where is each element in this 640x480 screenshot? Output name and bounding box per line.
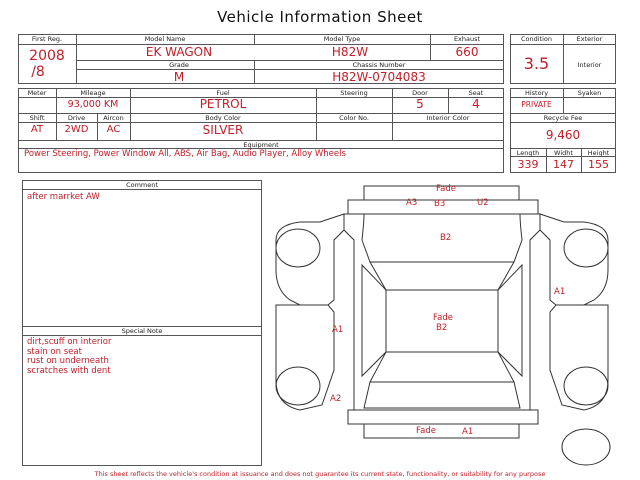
history-label: History	[524, 89, 549, 97]
rear-window	[370, 352, 514, 382]
door-value: 5	[416, 97, 424, 111]
history-value: PRIVATE	[521, 100, 552, 109]
height-value: 155	[588, 158, 609, 171]
mark-left-a1: A1	[332, 325, 344, 335]
comment-label: Comment	[126, 181, 158, 189]
comment-box	[22, 180, 262, 466]
wheel-rear-left	[276, 367, 320, 405]
model-name-value: EK WAGON	[145, 45, 213, 59]
divider	[510, 122, 616, 123]
model-type-label: Model Type	[323, 35, 361, 43]
divider	[22, 335, 262, 336]
drive-label: Drive	[67, 114, 86, 122]
comment-text: after marrket AW	[27, 192, 100, 202]
width-value: 147	[553, 158, 574, 171]
grade-label: Grade	[169, 61, 189, 69]
side-window-right	[498, 265, 522, 376]
mark-left-rear-a2: A2	[330, 394, 342, 404]
mark-right-a1: A1	[554, 287, 566, 297]
drive-value: 2WD	[64, 124, 89, 135]
tailgate	[364, 382, 520, 408]
fuel-value: PETROL	[199, 97, 247, 111]
disclaimer-footer: This sheet reflects the vehicle's condition at issuance and does not guarantee its current state, functionality, or suitability for any purpose	[94, 470, 546, 478]
exhaust-value: 660	[455, 45, 479, 59]
shift-value: AT	[30, 124, 44, 135]
mark-rear-a1: A1	[462, 427, 474, 437]
divider	[22, 189, 262, 190]
meter-label: Meter	[27, 89, 47, 97]
height-label: Height	[587, 149, 610, 157]
mark-roof-b2: B2	[436, 323, 448, 333]
equipment-value: Power Steering, Power Window All, ABS, Air Bag, Audio Player, Alloy Wheels	[24, 149, 346, 159]
exhaust-label: Exhaust	[453, 35, 481, 43]
door-label: Door	[412, 89, 428, 97]
model-type-value: H82W	[331, 45, 369, 59]
side-window-left	[362, 265, 386, 376]
grade-value: M	[173, 70, 185, 84]
first-reg-month: /8	[31, 64, 45, 80]
recycle-fee-label: Recycle Fee	[543, 114, 583, 122]
mark-a3: A3	[406, 198, 418, 208]
length-value: 339	[517, 158, 539, 171]
chassis-value: H82W-0704083	[332, 70, 426, 84]
model-name-label: Model Name	[144, 35, 186, 43]
mark-b3: B3	[434, 199, 446, 209]
right-side-lower	[550, 305, 608, 410]
body-color-label: Body Color	[205, 114, 241, 122]
shift-label: Shift	[29, 114, 45, 122]
mark-u2: U2	[477, 198, 489, 208]
recycle-fee-value: 9,460	[545, 128, 581, 142]
chassis-label: Chassis Number	[352, 61, 406, 69]
rear-bumper	[364, 424, 519, 438]
right-side-panel	[540, 214, 608, 305]
special-note-label: Special Note	[121, 327, 163, 335]
mark-front-fade: Fade	[436, 184, 456, 194]
equipment-label: Equipment	[243, 141, 279, 149]
aircon-value: AC	[106, 124, 121, 135]
condition-value: 3.5	[523, 54, 550, 73]
color-no-label: Color No.	[339, 114, 369, 122]
special-note-line: scratches with dent	[27, 365, 111, 376]
steering-label: Steering	[340, 89, 368, 97]
exterior-label: Exterior	[576, 35, 603, 43]
mileage-label: Mileage	[80, 89, 106, 97]
width-label: Widht	[554, 149, 573, 157]
special-note-line: dirt,scuff on interior	[27, 337, 112, 347]
body-color-value: SILVER	[202, 123, 244, 137]
first-reg-year: 2008	[29, 48, 65, 64]
first-reg-label: First Reg.	[31, 35, 63, 43]
divider	[18, 44, 76, 45]
mark-rear-fade: Fade	[416, 426, 436, 436]
aircon-label: Aircon	[103, 114, 124, 122]
left-side-panel	[276, 214, 344, 305]
seat-value: 4	[472, 97, 480, 111]
spare-wheel	[562, 429, 610, 465]
length-label: Length	[516, 149, 540, 157]
rear-grille	[348, 410, 538, 424]
special-note-line: stain on seat	[27, 346, 82, 357]
condition-label: Condition	[520, 35, 553, 43]
wheel-rear-right	[564, 367, 608, 405]
fuel-label: Fuel	[216, 89, 230, 97]
interior-label: Interior	[577, 61, 602, 69]
mark-roof-fade: Fade	[433, 313, 453, 323]
wheel-front-right	[564, 229, 608, 267]
mark-hood-b2: B2	[440, 233, 452, 243]
wheel-front-left	[276, 229, 320, 267]
special-note-list	[27, 338, 112, 376]
syaken-label: Syaken	[577, 89, 602, 97]
mileage-value: 93,000 KM	[67, 99, 119, 110]
left-side-lower	[276, 305, 334, 410]
seat-label: Seat	[468, 89, 484, 97]
interior-color-label: Interior Color	[426, 114, 470, 122]
special-note-line: rust on underneath	[27, 356, 109, 366]
windshield	[370, 262, 514, 290]
sheet-title: Vehicle Information Sheet	[217, 8, 423, 26]
